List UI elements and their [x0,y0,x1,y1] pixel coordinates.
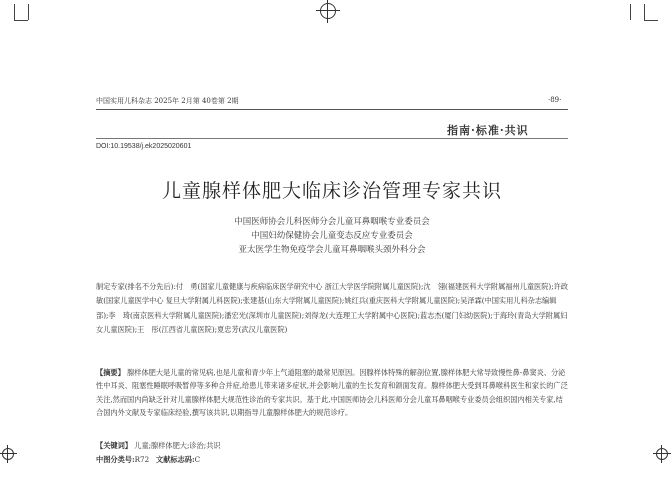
crop-mark-top-right [644,4,645,20]
keywords-label: 【关键词】 [96,441,132,450]
crop-mark-top-left-h [14,20,28,21]
crop-mark-top-left [14,4,15,20]
page-number: ·89· [548,96,562,104]
column-label: 指南·标准·共识 [447,124,529,137]
column-rule [96,138,568,139]
registration-mark-left-icon [2,448,14,460]
keywords [96,441,568,451]
organization-3: 亚太医学生物免疫学会儿童耳鼻咽喉头颈外科分会 [238,245,426,255]
running-head: 中国实用儿科杂志 2025年 2月第 40卷第 2期 [96,97,239,105]
keywords-text: 儿童;腺样体肥大;诊治;共识 [134,441,221,450]
doi: DOI:10.19538/j.ek2025020601 [96,143,192,150]
doc-code-label: 文献标志码: [156,455,195,464]
clc-value: R72 [134,455,150,464]
abstract-label: 【摘要】 [96,368,125,377]
classification [96,455,568,465]
abstract [96,366,568,419]
abstract-text: 腺样体肥大是儿童的常见病,也是儿童和青少年上气道阻塞的最常见原因。因腺样体特殊的解剖位置,腺样体肥大常导致慢性鼻-鼻窦炎、分泌性中耳炎、阻塞性睡眠呼吸暂停等多种合并症,给患儿带来诸多症状,并会影响儿童的生长发育和颌面发育。腺样体肥大受到耳鼻喉科医生和家长的广泛关注,然而国内尚缺乏针对儿童腺样体肥大规范性诊治的专家共识。基于此,中国医师协会儿科医师分会儿童耳鼻咽喉专业委员会组织国内相关专家,结合国内外文献及专家临床经验,撰写该共识,以期指导儿童腺样体肥大的规范诊疗。 [96,368,568,417]
registration-mark-top-icon [320,3,336,19]
organization-2: 中国妇幼保健协会儿童变态反应专业委员会 [251,231,413,241]
organization-1: 中国医师协会儿科医师分会儿童耳鼻咽喉专业委员会 [234,217,430,227]
doc-code-value: C [194,455,201,464]
crop-mark-top-right-h [644,20,658,21]
registration-mark-right-icon [656,448,668,460]
crop-mark-top-right-inner [630,4,631,20]
clc-label: 中图分类号: [96,455,135,464]
expert-list: 制定专家(排名不分先后):付 勇(国家儿童健康与疾病临床医学研究中心 浙江大学医学院附属儿童医院);沈 翎(福建医科大学附属福州儿童医院);许政敏(国家儿童医学中心 复旦大学附属儿科医院);张建基(山东大学附属儿童医院);姚红兵(重庆医科大学附属儿童医院);吴泽霖(中国实用儿科杂志编辑部);李 琦(南京医科大学附属儿童医院);潘宏光(深圳市儿童医院);刘得龙(大连理工大学附属中心医院);蓝志杰(厦门妇幼医院);于海玲(青岛大学附属妇女儿童医院);王 彤(江西省儿童医院);夏忠芳(武汉儿童医院) [96,282,569,334]
article-title: 儿童腺样体肥大临床诊治管理专家共识 [161,180,502,202]
header-rule [96,109,568,110]
crop-mark-top-left-inner [28,4,29,20]
